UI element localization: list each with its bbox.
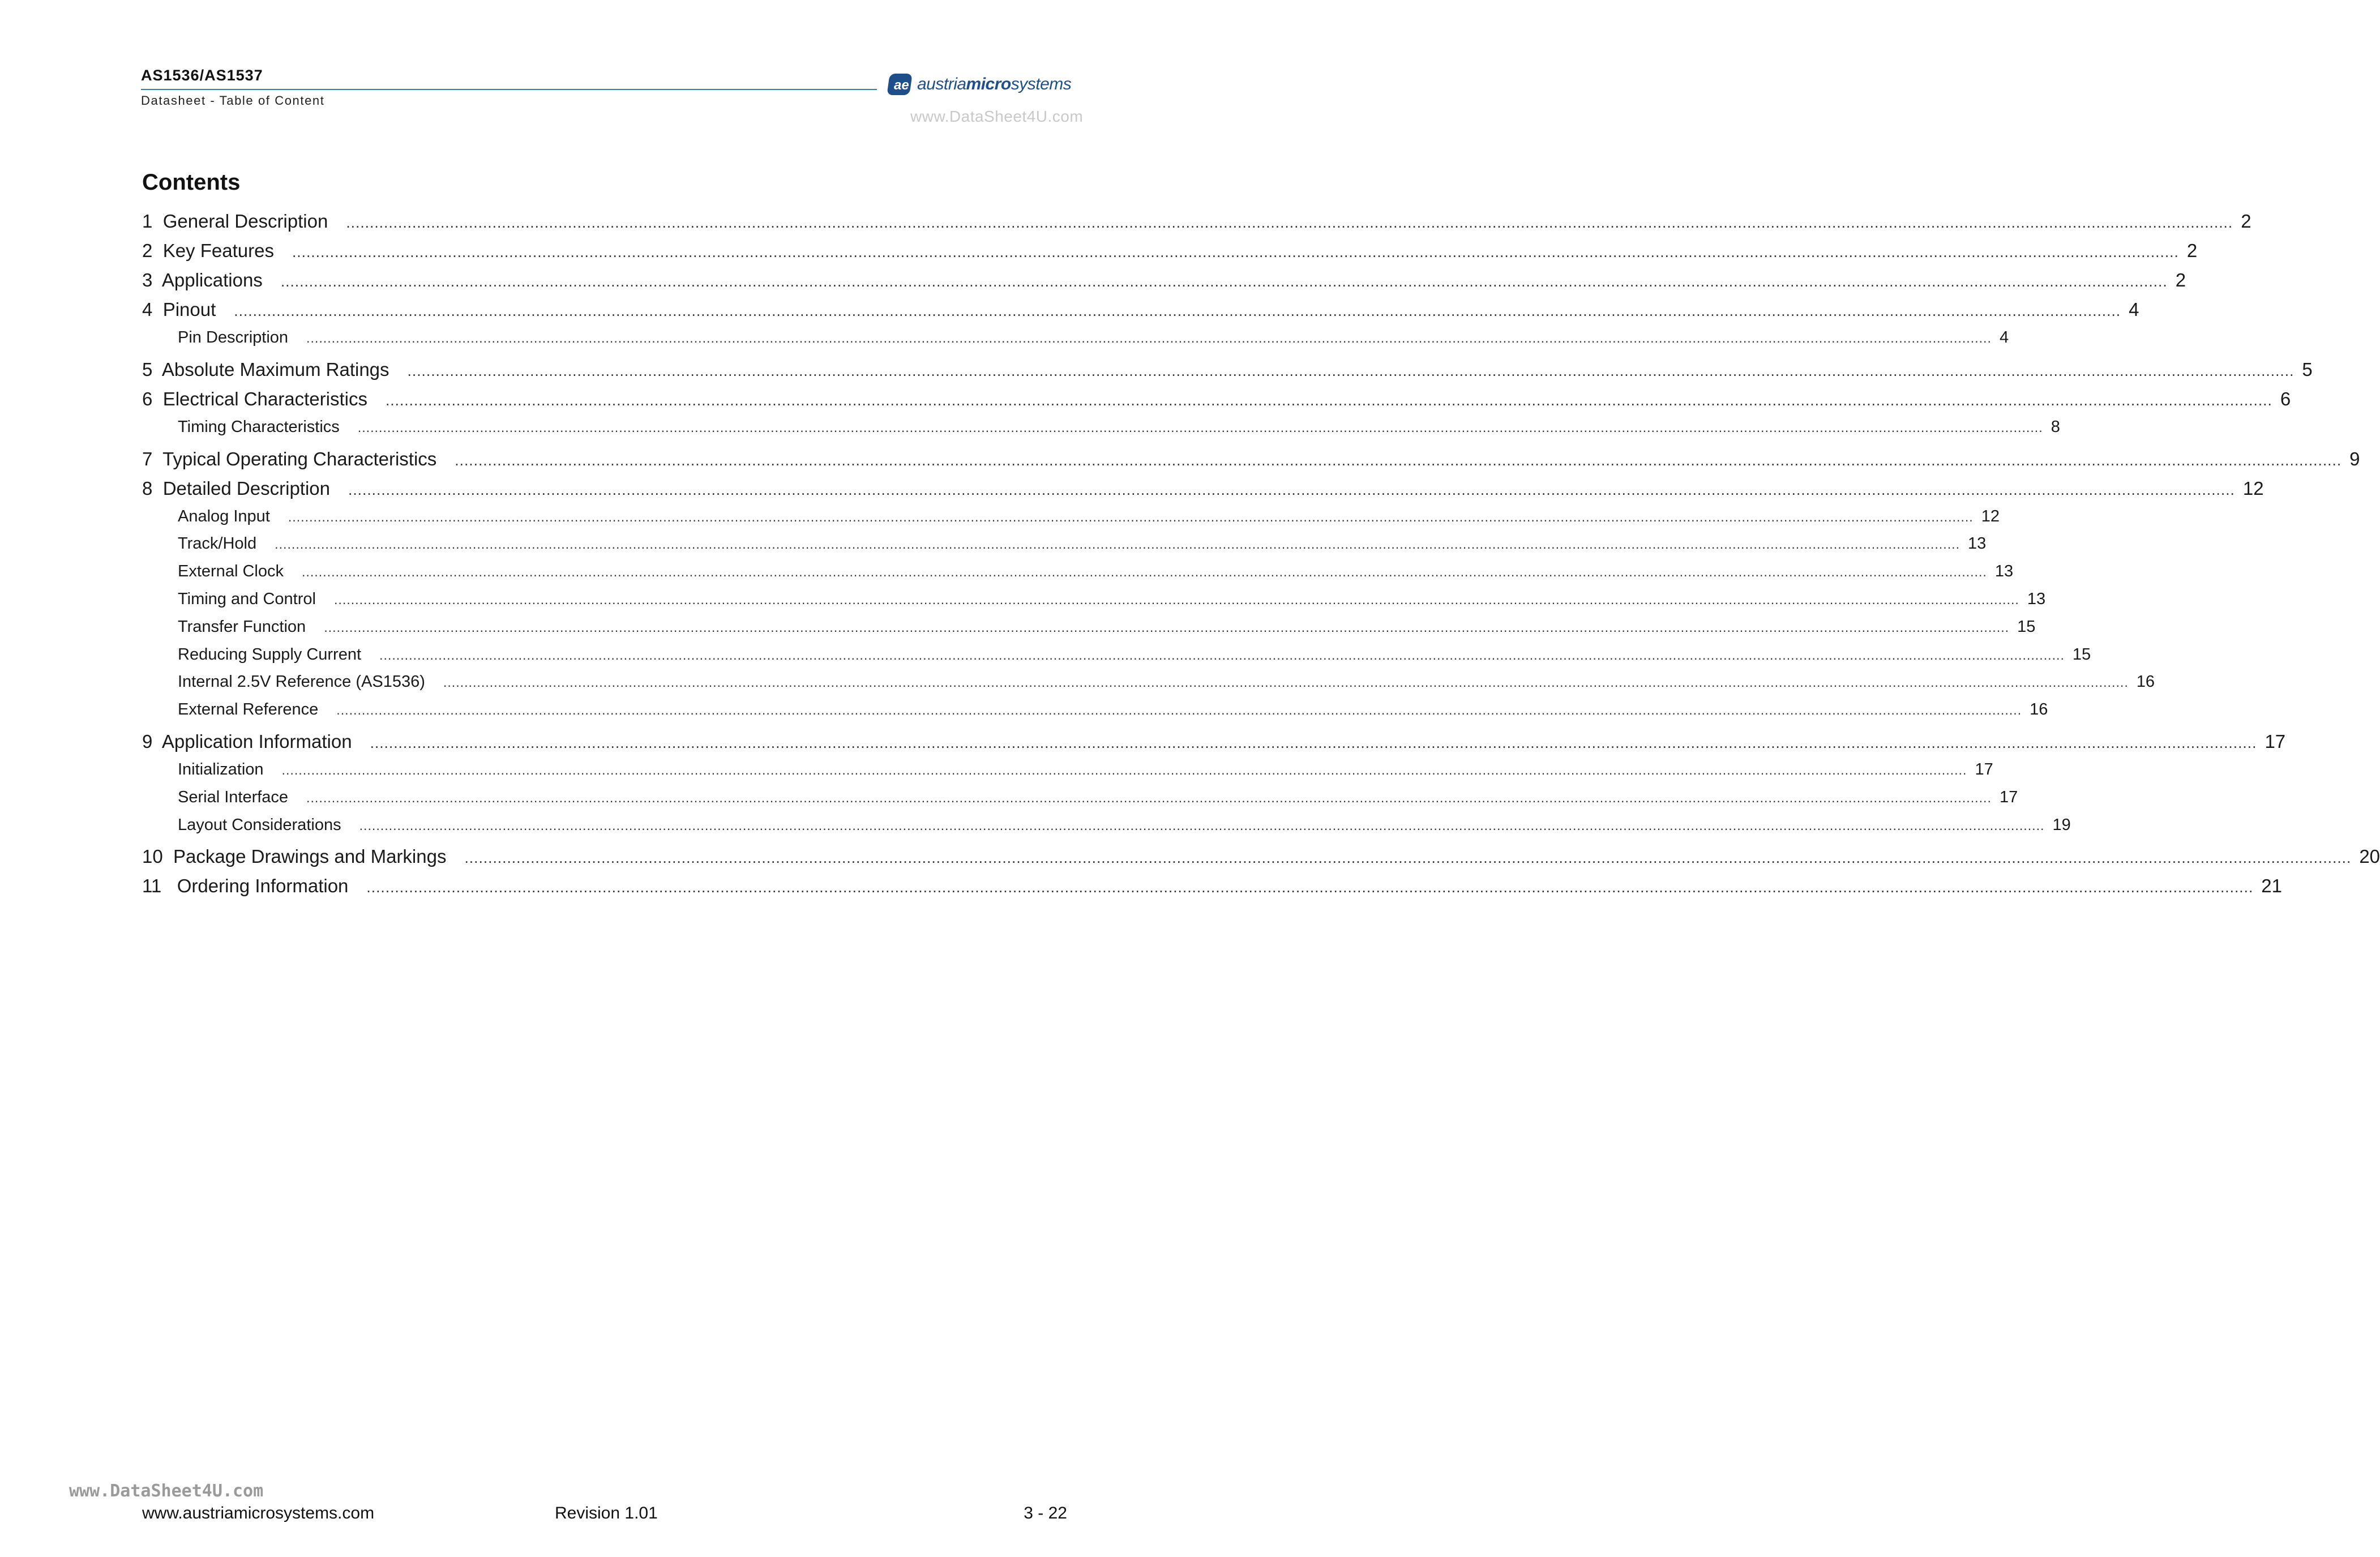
toc-entry-page: 8 bbox=[2051, 417, 2060, 436]
toc-entry-page: 4 bbox=[2129, 299, 2139, 320]
toc-entry-page: 9 bbox=[2349, 448, 2360, 469]
toc-dot-leader: ................................................................................................................................................................................................................................................................................................................................................................................................................ bbox=[288, 509, 1974, 524]
toc-entry[interactable] bbox=[142, 417, 2060, 446]
toc-entry[interactable] bbox=[142, 477, 2264, 507]
toc-entry-page: 2 bbox=[2241, 211, 2251, 232]
toc-entry-title: External Clock bbox=[178, 562, 284, 581]
toc-entry-title: Pin Description bbox=[178, 328, 289, 347]
toc-dot-leader: ................................................................................................................................................................................................................................................................................................................................................................................................................ bbox=[234, 302, 2121, 319]
toc-dot-leader: ................................................................................................................................................................................................................................................................................................................................................................................................................ bbox=[346, 214, 2233, 231]
toc-entry-title: 10 Package Drawings and Markings bbox=[142, 846, 447, 867]
toc-entry-title: Layout Considerations bbox=[178, 815, 341, 834]
toc-entry[interactable] bbox=[142, 388, 2291, 418]
toc-dot-leader: ................................................................................................................................................................................................................................................................................................................................................................................................................ bbox=[306, 790, 1992, 805]
toc-entry[interactable] bbox=[142, 700, 2048, 728]
toc-dot-leader: ................................................................................................................................................................................................................................................................................................................................................................................................................ bbox=[306, 331, 1992, 345]
toc-entry[interactable] bbox=[142, 448, 2360, 478]
toc-dot-leader: ................................................................................................................................................................................................................................................................................................................................................................................................................ bbox=[292, 243, 2179, 260]
toc-entry[interactable] bbox=[142, 328, 2009, 356]
toc-entry[interactable] bbox=[142, 617, 2036, 645]
toc-entry-title: 7 Typical Operating Characteristics bbox=[142, 448, 437, 469]
toc-dot-leader: ................................................................................................................................................................................................................................................................................................................................................................................................................ bbox=[357, 420, 2043, 435]
toc-entry[interactable] bbox=[142, 534, 1987, 562]
toc-entry[interactable] bbox=[142, 299, 2139, 328]
toc-dot-leader: ................................................................................................................................................................................................................................................................................................................................................................................................................ bbox=[366, 879, 2254, 896]
toc-entry-title: 9 Application Information bbox=[142, 730, 352, 752]
toc-entry-title: Track/Hold bbox=[178, 534, 257, 553]
toc-entry[interactable] bbox=[142, 788, 2018, 816]
toc-entry[interactable] bbox=[142, 270, 2186, 299]
toc-dot-leader: ................................................................................................................................................................................................................................................................................................................................................................................................................ bbox=[455, 451, 2342, 469]
toc-entry[interactable] bbox=[142, 846, 2380, 875]
toc-entry-title: Transfer Function bbox=[178, 617, 306, 636]
company-logo bbox=[889, 71, 1071, 97]
toc-entry-page: 12 bbox=[2242, 477, 2264, 499]
document-subtitle: Datasheet - Table of Content bbox=[141, 93, 325, 108]
toc-entry-title: Timing Characteristics bbox=[178, 417, 340, 436]
toc-dot-leader: ................................................................................................................................................................................................................................................................................................................................................................................................................ bbox=[275, 537, 1960, 552]
toc-entry[interactable] bbox=[142, 358, 2313, 388]
toc-entry[interactable] bbox=[142, 562, 2014, 590]
toc-entry-title: 5 Absolute Maximum Ratings bbox=[142, 358, 389, 380]
toc-dot-leader: ................................................................................................................................................................................................................................................................................................................................................................................................................ bbox=[407, 362, 2295, 379]
toc-entry-page: 16 bbox=[2030, 700, 2048, 719]
toc-entry-title: 2 Key Features bbox=[142, 240, 274, 261]
toc-entry-page: 16 bbox=[2136, 673, 2155, 691]
toc-entry[interactable] bbox=[142, 240, 2198, 270]
toc-entry-title: Timing and Control bbox=[178, 589, 316, 608]
toc-dot-leader: ................................................................................................................................................................................................................................................................................................................................................................................................................ bbox=[370, 734, 2257, 751]
toc-entry-title: Analog Input bbox=[178, 507, 270, 525]
toc-dot-leader: ................................................................................................................................................................................................................................................................................................................................................................................................................ bbox=[464, 849, 2352, 867]
toc-dot-leader: ................................................................................................................................................................................................................................................................................................................................................................................................................ bbox=[324, 619, 2010, 635]
toc-entry-title: Reducing Supply Current bbox=[178, 645, 362, 664]
toc-entry-page: 21 bbox=[2261, 875, 2282, 897]
toc-entry-page: 2 bbox=[2175, 270, 2186, 290]
toc-dot-leader: ................................................................................................................................................................................................................................................................................................................................................................................................................ bbox=[301, 564, 1987, 580]
toc-entry[interactable] bbox=[142, 815, 2071, 844]
toc-dot-leader: ................................................................................................................................................................................................................................................................................................................................................................................................................ bbox=[379, 647, 2065, 662]
document-title: AS1536/AS1537 bbox=[141, 67, 263, 84]
toc-dot-leader: ................................................................................................................................................................................................................................................................................................................................................................................................................ bbox=[333, 592, 2019, 607]
toc-entry[interactable] bbox=[142, 211, 2251, 240]
toc-entry-page: 4 bbox=[1999, 328, 2009, 347]
toc-dot-leader: ................................................................................................................................................................................................................................................................................................................................................................................................................ bbox=[280, 273, 2168, 290]
toc-dot-leader: ................................................................................................................................................................................................................................................................................................................................................................................................................ bbox=[385, 391, 2272, 409]
toc-dot-leader: ................................................................................................................................................................................................................................................................................................................................................................................................................ bbox=[443, 675, 2129, 690]
toc-dot-leader: ................................................................................................................................................................................................................................................................................................................................................................................................................ bbox=[359, 818, 2045, 833]
toc-entry-page: 6 bbox=[2280, 388, 2291, 409]
toc-entry-page: 13 bbox=[1994, 562, 2014, 581]
toc-entry-title: External Reference bbox=[178, 700, 319, 719]
toc-dot-leader: ................................................................................................................................................................................................................................................................................................................................................................................................................ bbox=[348, 481, 2235, 498]
toc-entry-page: 12 bbox=[1981, 507, 2000, 525]
toc-entry-page: 2 bbox=[2186, 240, 2198, 261]
toc-entry[interactable] bbox=[142, 589, 2046, 618]
toc-entry-page: 15 bbox=[2017, 617, 2036, 636]
watermark-top[interactable]: www.DataSheet4U.com bbox=[910, 108, 1084, 125]
toc-entry-title: 11 Ordering Information bbox=[142, 875, 349, 897]
logo-wordmark: austriamicrosystems bbox=[917, 75, 1072, 93]
toc-entry[interactable] bbox=[142, 507, 2000, 535]
toc-dot-leader: ................................................................................................................................................................................................................................................................................................................................................................................................................ bbox=[281, 762, 1967, 777]
toc-entry[interactable] bbox=[142, 673, 2155, 700]
header-rule bbox=[141, 89, 877, 90]
footer-page-number: 3 - 22 bbox=[1024, 1504, 1067, 1522]
toc-entry-page: 19 bbox=[2052, 815, 2071, 834]
watermark-bottom[interactable]: www.DataSheet4U.com bbox=[69, 1481, 264, 1501]
toc-entry-title: 4 Pinout bbox=[142, 299, 216, 320]
contents-heading: Contents bbox=[142, 170, 241, 195]
toc-entry-title: 6 Electrical Characteristics bbox=[142, 388, 367, 409]
toc-entry-title: Serial Interface bbox=[178, 788, 289, 806]
footer-revision: Revision 1.01 bbox=[555, 1504, 658, 1522]
toc-entry-title: 3 Applications bbox=[142, 270, 263, 290]
toc-entry-page: 20 bbox=[2359, 846, 2380, 867]
toc-entry-title: Internal 2.5V Reference (AS1536) bbox=[178, 673, 425, 691]
toc-entry-page: 5 bbox=[2302, 358, 2313, 380]
toc-entry-page: 15 bbox=[2072, 645, 2091, 664]
footer-website-link[interactable]: www.austriamicrosystems.com bbox=[142, 1504, 375, 1522]
toc-entry[interactable] bbox=[142, 875, 2282, 905]
toc-entry-title: Initialization bbox=[178, 760, 264, 779]
logo-mark-icon bbox=[889, 72, 914, 96]
toc-entry-title: 1 General Description bbox=[142, 211, 328, 232]
toc-entry[interactable] bbox=[142, 760, 1993, 788]
svg-text:ae: ae bbox=[894, 78, 909, 93]
toc-entry[interactable] bbox=[142, 730, 2286, 760]
toc-entry-page: 17 bbox=[2265, 730, 2286, 752]
toc-entry-title: 8 Detailed Description bbox=[142, 477, 330, 499]
toc-entry[interactable] bbox=[142, 645, 2091, 673]
toc-entry-page: 17 bbox=[1975, 760, 1993, 779]
toc-entry-page: 13 bbox=[2027, 589, 2046, 608]
table-of-contents bbox=[142, 211, 2380, 905]
toc-dot-leader: ................................................................................................................................................................................................................................................................................................................................................................................................................ bbox=[336, 703, 2022, 718]
toc-entry-page: 17 bbox=[1999, 788, 2018, 806]
toc-entry-page: 13 bbox=[1968, 534, 1987, 553]
